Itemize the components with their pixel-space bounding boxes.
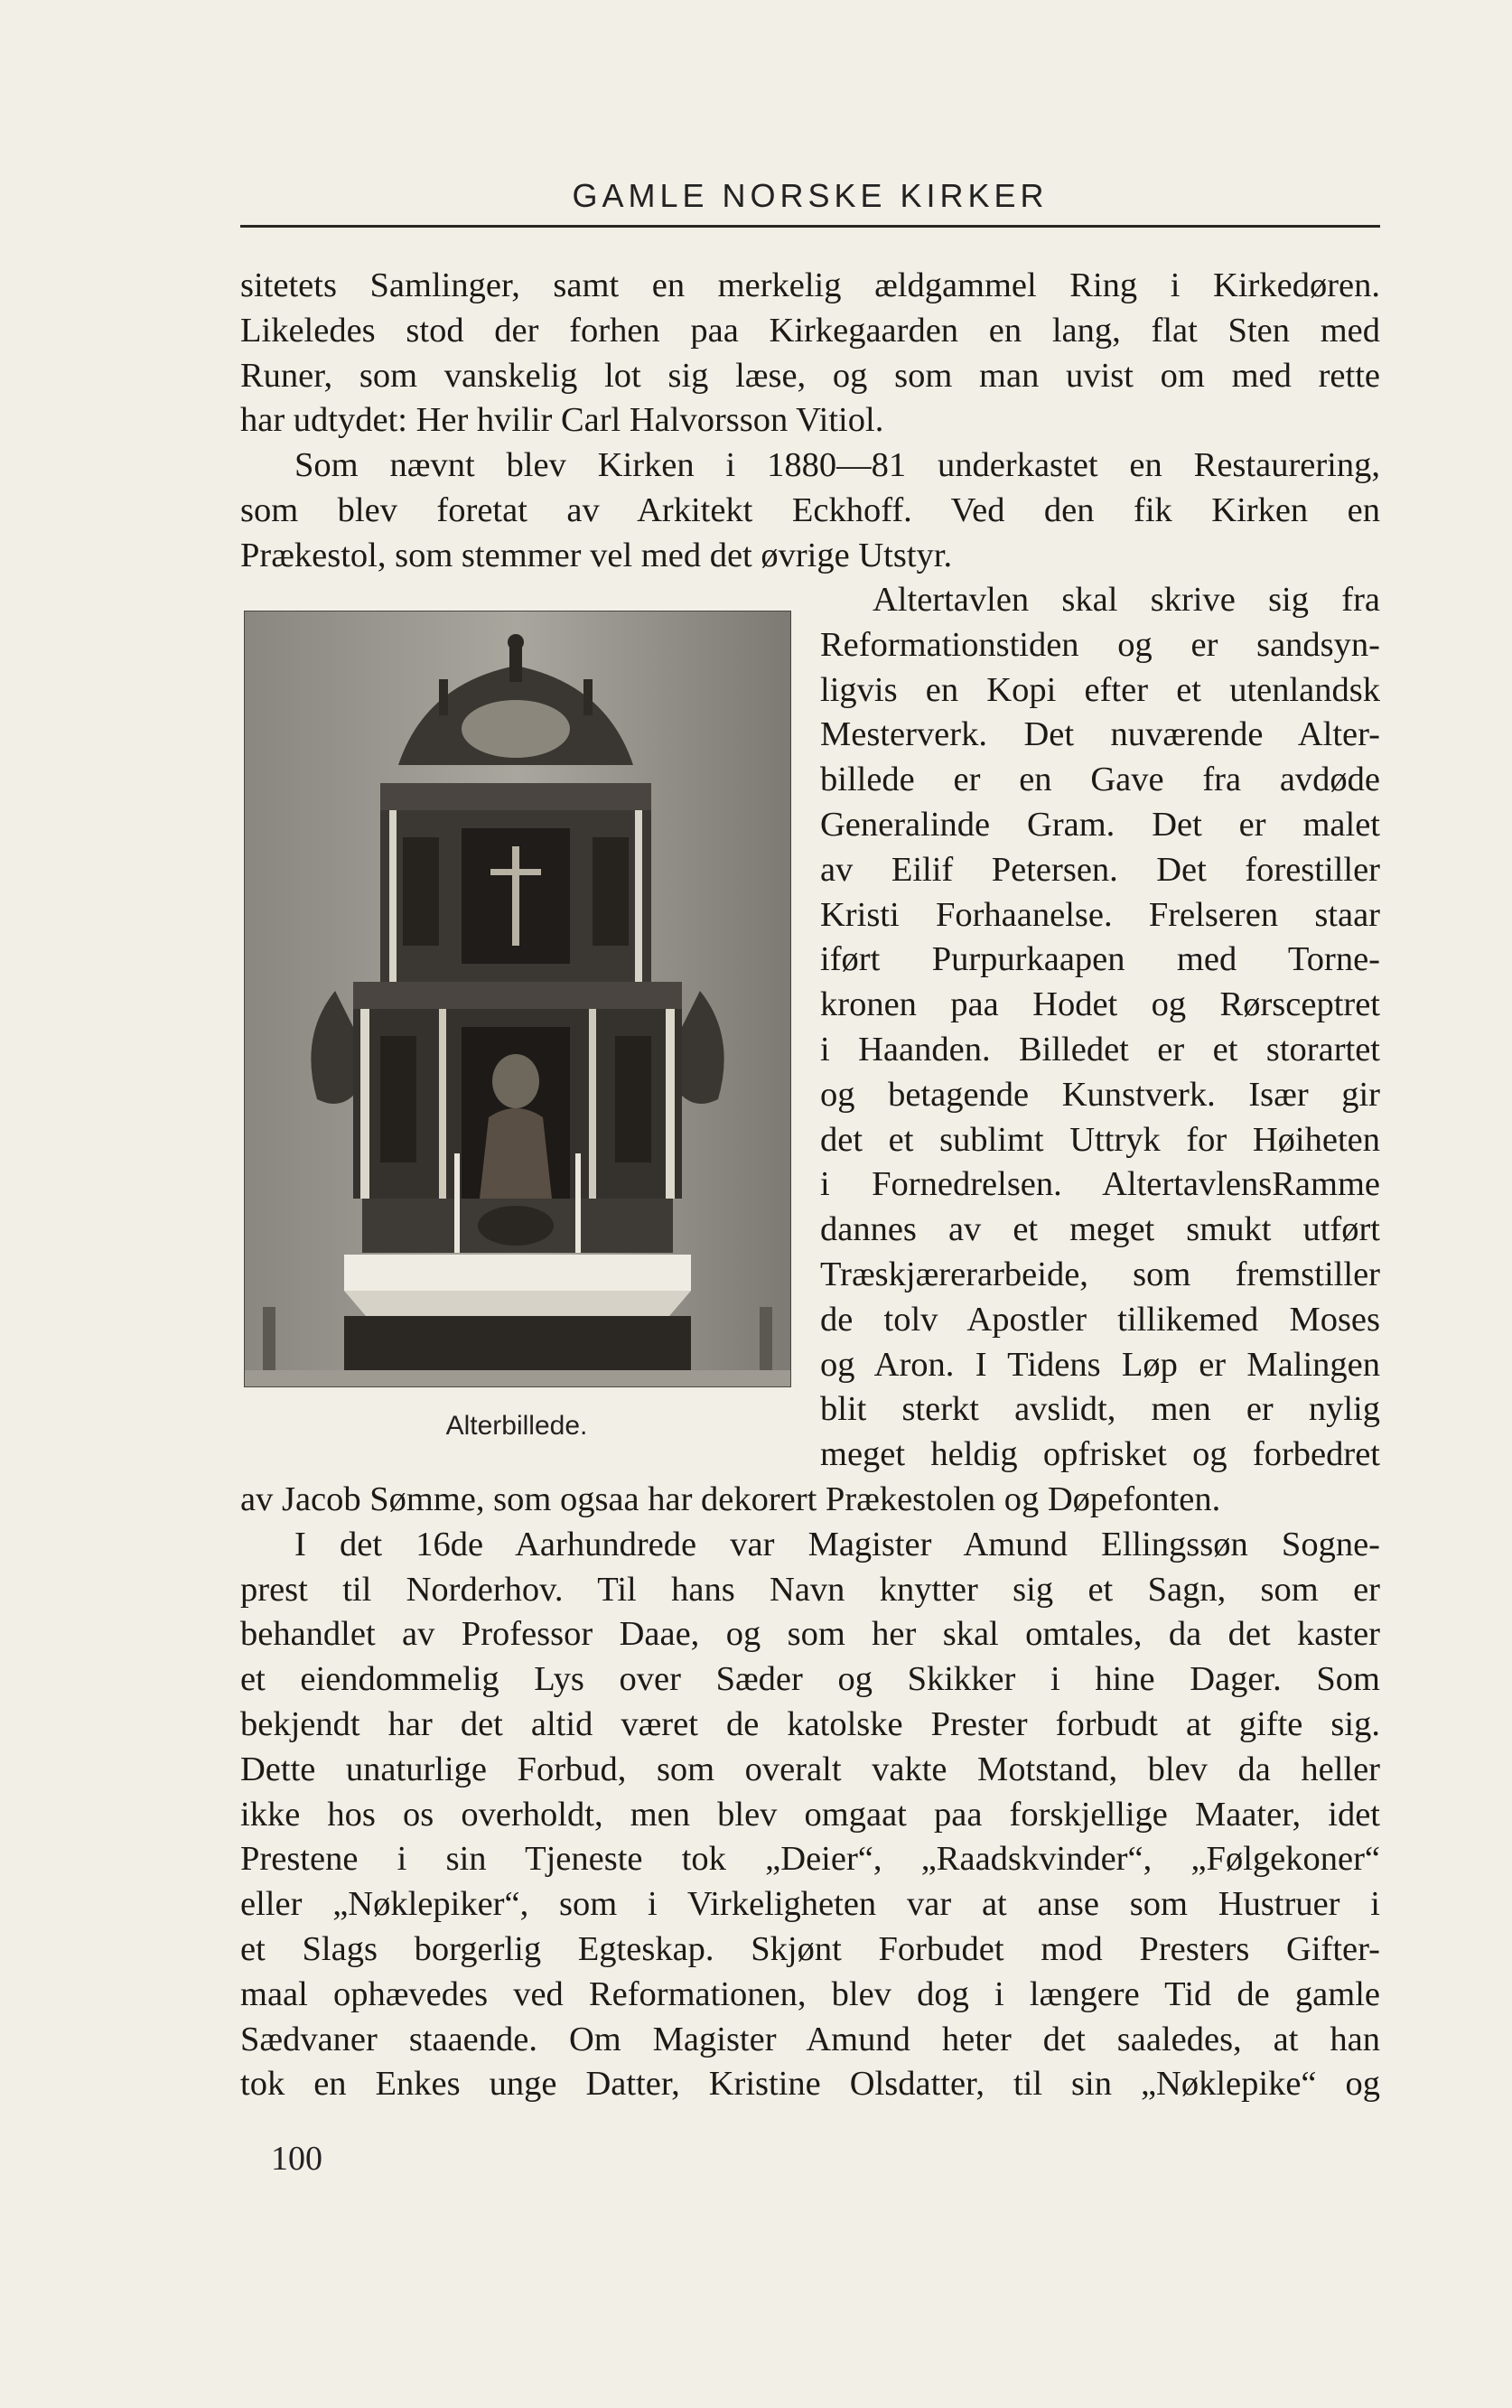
- text-line: ligvis en Kopi efter et utenlandsk: [820, 670, 1380, 709]
- text-line: det et sublimt Uttryk for Høiheten: [820, 1120, 1380, 1159]
- text-line: behandlet av Professor Daae, og som her skal omtales, da det kaster: [240, 1615, 1380, 1654]
- text-line: Prækestol, som stemmer vel med det øvrige Utstyr.: [240, 536, 953, 574]
- text-line: og Aron. I Tidens Løp er Malingen: [820, 1345, 1380, 1384]
- text-line: bekjendt har det altid været de katolske Prester forbudt at gifte sig.: [240, 1704, 1380, 1743]
- text-line: Reformationstiden og er sandsyn-: [820, 625, 1380, 664]
- text-line: billede er en Gave fra avdøde: [820, 761, 1380, 799]
- text-line: Runer, som vanskelig lot sig læse, og som man uvist om med rette: [240, 356, 1380, 395]
- text-line: Sædvaner staaende. Om Magister Amund heter det saaledes, at han: [240, 2020, 1380, 2058]
- text-line: har udtydet: Her hvilir Carl Halvorsson Vitiol.: [240, 401, 884, 440]
- text-line: av Eilif Petersen. Det forestiller: [820, 850, 1380, 889]
- text-line: som blev foretat av Arkitekt Eckhoff. Ved den fik Kirken en: [240, 490, 1380, 529]
- text-line: av Jacob Sømme, som ogsaa har dekorert Prækestolen og Døpefonten.: [240, 1480, 1221, 1518]
- text-line: blit sterkt avslidt, men er nylig: [820, 1390, 1380, 1429]
- text-line: de tolv Apostler tillikemed Moses: [820, 1300, 1380, 1339]
- paragraph-column-right: [820, 578, 1380, 1478]
- figure-caption: Alterbillede.: [445, 1411, 588, 1441]
- text-line: Likeledes stod der forhen paa Kirkegaarden en lang, flat Sten med: [240, 311, 1380, 350]
- text-line: sitetets Samlinger, samt en merkelig ældgammel Ring i Kirkedøren.: [240, 266, 1380, 304]
- text-line: i Fornedrelsen. AltertavlensRamme: [820, 1165, 1380, 1204]
- text-line: kronen paa Hodet og Rørsceptret: [820, 985, 1380, 1024]
- text-line: meget heldig opfrisket og forbedret: [820, 1435, 1380, 1474]
- running-header: GAMLE NORSKE KIRKER: [572, 177, 1049, 214]
- text-line: Mesterverk. Det nuværende Alter-: [820, 715, 1380, 754]
- text-line: Prestene i sin Tjeneste tok „Deier“, „Raadskvinder“, „Følgekoner“: [240, 1840, 1380, 1879]
- text-line: Træskjærerarbeide, som fremstiller: [820, 1255, 1380, 1293]
- page-number: 100: [271, 2140, 322, 2178]
- text-line: i Haanden. Billedet er et storartet: [820, 1030, 1380, 1069]
- text-line: I det 16de Aarhundrede var Magister Amund Ellingssøn Sogne-: [294, 1525, 1380, 1563]
- text-line: Som nævnt blev Kirken i 1880—81 underkastet en Restaurering,: [294, 446, 1380, 485]
- text-line: Generalinde Gram. Det er malet: [820, 805, 1380, 844]
- text-line: iført Purpurkaapen med Torne-: [820, 940, 1380, 979]
- text-line: Kristi Forhaanelse. Frelseren staar: [820, 895, 1380, 934]
- altarpiece-photo: [244, 611, 791, 1387]
- text-line: prest til Norderhov. Til hans Navn knytter sig et Sagn, som er: [240, 1570, 1380, 1609]
- text-line: ikke hos os overholdt, men blev omgaat paa forskjellige Maater, idet: [240, 1795, 1380, 1834]
- altarpiece-illustration: [245, 611, 790, 1386]
- text-line: Dette unaturlige Forbud, som overalt vakte Motstand, blev da heller: [240, 1750, 1380, 1788]
- header-rule: [240, 225, 1380, 228]
- text-line: dannes av et meget smukt utført: [820, 1210, 1380, 1249]
- text-line: et eiendommelig Lys over Sæder og Skikker i hine Dager. Som: [240, 1660, 1380, 1699]
- paragraph-top: [240, 264, 1380, 579]
- text-line: maal ophævedes ved Reformationen, blev dog i længere Tid de gamle: [240, 1974, 1380, 2013]
- text-line: eller „Nøklepiker“, som i Virkeligheten var at anse som Hustruer i: [240, 1885, 1380, 1924]
- paragraph-bottom: [240, 1478, 1380, 2107]
- text-line: et Slags borgerlig Egteskap. Skjønt Forbudet mod Presters Gifter-: [240, 1929, 1380, 1968]
- text-line: tok en Enkes unge Datter, Kristine Olsdatter, til sin „Nøklepike“ og: [240, 2065, 1380, 2104]
- text-line: og betagende Kunstverk. Især gir: [820, 1075, 1380, 1114]
- text-line: Altertavlen skal skrive sig fra: [873, 581, 1380, 619]
